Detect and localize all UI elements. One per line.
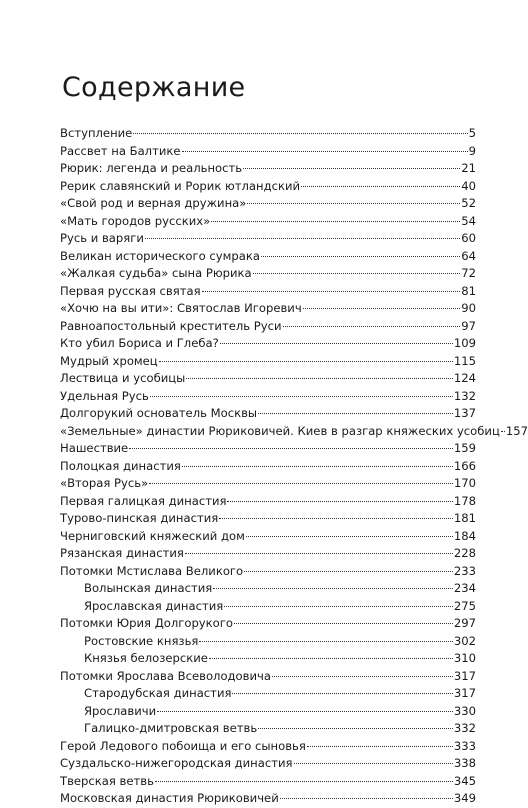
toc-entry-page: 178 [453,493,476,508]
toc-entry [60,755,476,773]
toc-entry-title: Волынская династия [84,581,213,595]
toc-entry-page: 52 [461,196,476,210]
toc-entry [60,528,476,546]
toc-entry-title: Московская династия Рюриковичей [60,791,279,805]
toc-entry [60,230,476,248]
toc-entry-page: 64 [461,248,476,263]
dot-leader [303,308,461,309]
toc-entry-title: Потомки Мстислава Великого [60,563,244,578]
dot-leader [246,536,453,537]
toc-entry-page: 97 [461,318,476,333]
toc-entry [60,143,476,161]
toc-entry-title: Первая русская святая [60,283,201,298]
toc-entry-title: «Свой род и верная дружина» [60,196,247,210]
toc-entry [60,545,476,563]
dot-leader [280,798,453,799]
toc-entry-title: Долгорукий основатель Москвы [60,406,258,420]
toc-entry-title: Равноапостольный креститель Руси [60,318,282,333]
dot-leader [224,606,453,607]
toc-entry-title: Стародубская династия [84,686,232,700]
toc-entry-page: 310 [453,651,476,665]
dot-leader [186,378,453,379]
toc-entry-page: 233 [453,563,476,578]
dot-leader [283,326,461,327]
dot-leader [133,133,467,134]
dot-leader [202,291,461,292]
dot-leader [232,693,452,694]
toc-entry [60,773,476,791]
dot-leader [244,571,453,572]
dot-leader [149,483,453,484]
toc-entry [60,300,476,318]
toc-entry-page: 228 [453,546,476,560]
toc-entry-page: 109 [453,336,476,350]
dot-leader [220,343,453,344]
toc-entry-page: 90 [461,301,476,315]
toc-entry-page: 275 [453,598,476,613]
toc-entry-title: Вступление [60,126,133,140]
toc-entry-page: 184 [453,528,476,543]
toc-entry-page: 72 [461,266,476,280]
toc-entry-page: 132 [453,388,476,403]
toc-entry-title: Герой Ледового побоища и его сыновья [60,738,306,753]
toc-entry-page: 338 [453,756,476,770]
toc-entry-title: Рюрик: легенда и реальность [60,161,243,175]
toc-entry [60,335,476,353]
toc-entry [60,213,476,231]
toc-entry [60,475,476,493]
toc-entry [60,790,476,808]
dot-leader [150,396,453,397]
dot-leader [247,203,460,204]
dot-leader [258,413,453,414]
dot-leader [219,518,453,519]
dot-leader [155,781,453,782]
toc-entry [60,370,476,388]
toc-entry-title: Рерик славянский и Рорик ютландский [60,178,301,193]
toc-entry-page: 345 [453,773,476,788]
toc-entry [60,248,476,266]
toc-entry-title: Великан исторического сумрака [60,248,260,263]
toc-entry [60,440,476,458]
toc-entry-title: Суздальско-нижегородская династия [60,756,293,770]
toc-entry [60,388,476,406]
toc-entry-title: «Вторая Русь» [60,476,149,490]
dot-leader [157,711,453,712]
toc-entry [60,353,476,371]
toc-entry [60,493,476,511]
toc-entry-title: Полоцкая династия [60,458,181,473]
toc-entry [60,580,476,598]
toc-entry-title: Удельная Русь [60,388,149,403]
toc-entry-page: 81 [461,283,476,298]
toc-entry [60,668,476,686]
page-title: Содержание [62,72,246,103]
toc-entry-title: Лествица и усобицы [60,371,186,385]
toc-entry [60,265,476,283]
toc-entry-title: «Земельные» династии Рюриковичей. Киев в разгар княжеских усобиц [60,423,500,438]
dot-leader [145,238,460,239]
toc-entry-page: 54 [461,213,476,228]
toc-entry-title: Потомки Ярослава Всеволодовича [60,668,271,683]
dot-leader [307,746,453,747]
toc-entry [60,685,476,703]
toc-entry-title: Русь и варяги [60,231,144,245]
toc-entry-page: 170 [453,476,476,490]
toc-entry-page: 302 [453,633,476,648]
toc-entry [60,563,476,581]
toc-entry-page: 5 [468,126,476,140]
toc-entry-title: Мудрый хромец [60,353,158,368]
toc-entry-title: Ярославская династия [84,598,224,613]
dot-leader [227,501,452,502]
toc-entry-title: Потомки Юрия Долгорукого [60,616,233,630]
dot-leader [243,168,460,169]
toc-entry-page: 181 [453,511,476,525]
dot-leader [501,431,505,432]
dot-leader [258,728,453,729]
toc-entry-page: 234 [453,581,476,595]
toc-entry [60,598,476,616]
toc-entry-page: 333 [453,738,476,753]
dot-leader [294,763,453,764]
toc-entry-title: «Хочю на вы ити»: Святослав Игоревич [60,301,302,315]
dot-leader [261,256,460,257]
toc-entry-page: 40 [461,178,476,193]
toc-entry [60,615,476,633]
toc-entry [60,160,476,178]
toc-entry-page: 115 [453,353,476,368]
toc-entry [60,650,476,668]
toc-entry-page: 317 [453,686,476,700]
toc-entry [60,125,476,143]
toc-entry-page: 157 [505,423,528,438]
toc-entry [60,703,476,721]
toc-entry-page: 297 [453,616,476,630]
toc-entry [60,510,476,528]
toc-entry [60,720,476,738]
dot-leader [209,658,453,659]
toc-entry-title: Нашествие [60,441,129,455]
dot-leader [182,466,453,467]
toc-entry-page: 21 [461,161,476,175]
toc-entry-page: 330 [453,703,476,718]
toc-entry-title: Черниговский княжеский дом [60,528,245,543]
toc-entry-page: 159 [453,441,476,455]
toc-entry-title: Кто убил Бориса и Глеба? [60,336,219,350]
toc-entry [60,423,528,441]
toc-entry-title: Рассвет на Балтике [60,143,181,158]
toc-entry-title: Ростовские князья [84,633,199,648]
toc-entry [60,458,476,476]
toc-entry-page: 349 [453,791,476,805]
toc-entry-title: Рязанская династия [60,546,184,560]
toc-entry-page: 166 [453,458,476,473]
toc-entry-page: 317 [453,668,476,683]
toc-entry-page: 124 [453,371,476,385]
toc-entry [60,195,476,213]
dot-leader [199,641,452,642]
toc-entry-title: Тверская ветвь [60,773,154,788]
toc-entry [60,405,476,423]
dot-leader [234,623,453,624]
toc-entry-title: Князья белозерские [84,651,208,665]
toc-entry-page: 60 [461,231,476,245]
toc-entry-title: «Жалкая судьба» сына Рюрика [60,266,252,280]
toc-entry [60,633,476,651]
dot-leader [159,361,453,362]
toc-entry [60,738,476,756]
toc-entry-title: Ярославичи [84,703,157,718]
dot-leader [182,151,468,152]
toc-entry-page: 9 [468,143,476,158]
dot-leader [185,553,453,554]
dot-leader [301,186,460,187]
toc-entry [60,178,476,196]
table-of-contents [60,125,528,808]
toc-entry-title: Галицко-дмитровская ветвь [84,721,258,735]
toc-entry-title: Первая галицкая династия [60,493,227,508]
toc-entry-page: 332 [453,721,476,735]
toc-entry [60,283,476,301]
dot-leader [129,448,453,449]
dot-leader [272,676,453,677]
dot-leader [253,273,461,274]
toc-entry-title: Турово-пинская династия [60,511,219,525]
dot-leader [213,588,453,589]
toc-entry [60,318,476,336]
dot-leader [211,221,460,222]
toc-entry-title: «Мать городов русских» [60,213,211,228]
toc-entry-page: 137 [453,406,476,420]
